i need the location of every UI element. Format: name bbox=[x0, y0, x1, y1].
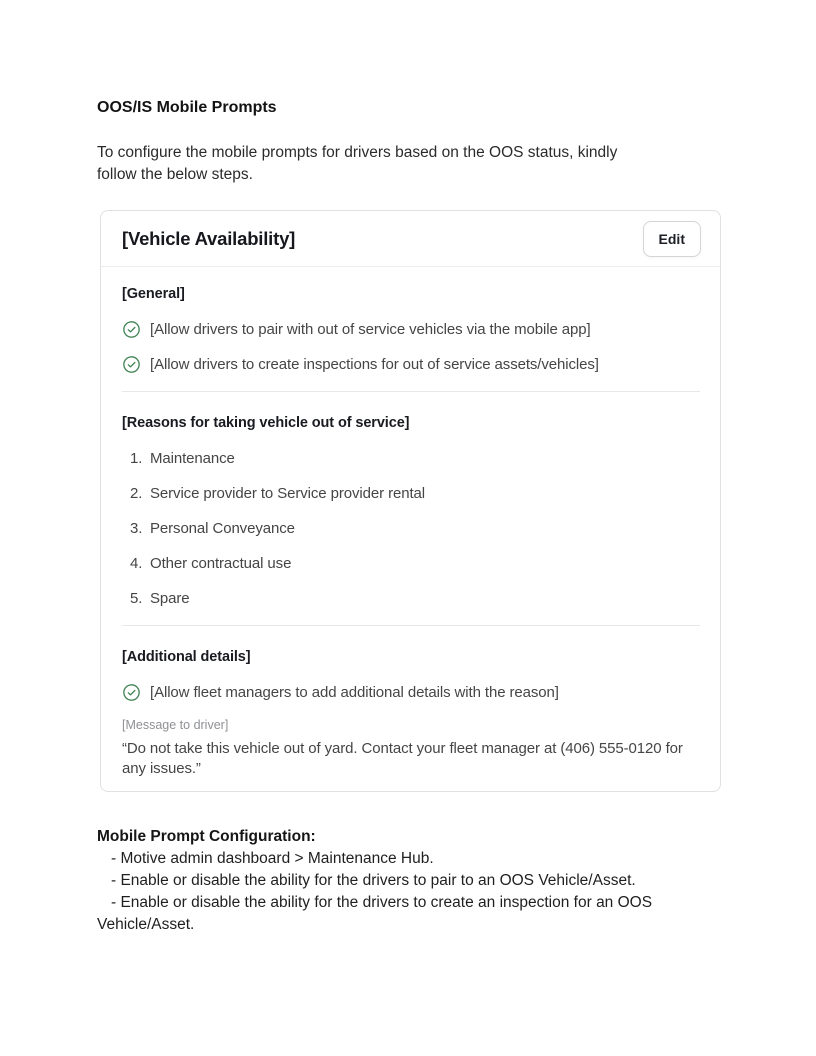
check-circle-icon bbox=[123, 321, 140, 338]
message-to-driver-label: [Message to driver] bbox=[122, 718, 229, 732]
reason-label: Service provider to Service provider rental bbox=[150, 485, 425, 502]
section-title-reasons: [Reasons for taking vehicle out of service] bbox=[122, 415, 410, 431]
config-step: - Enable or disable the ability for the drivers to pair to an OOS Vehicle/Asset. bbox=[111, 872, 636, 889]
reason-number: 5. bbox=[130, 590, 143, 607]
reason-number: 4. bbox=[130, 555, 143, 572]
bottom-section-heading: Mobile Prompt Configuration: bbox=[97, 828, 316, 845]
intro-line: To configure the mobile prompts for drivers based on the OOS status, kindly bbox=[97, 144, 618, 161]
check-item-label: [Allow fleet managers to add additional details with the reason] bbox=[150, 684, 559, 701]
edit-button[interactable]: Edit bbox=[643, 221, 701, 257]
config-step: - Motive admin dashboard > Maintenance Hub. bbox=[111, 850, 434, 867]
quote-line: “Do not take this vehicle out of yard. Contact your fleet manager at (406) 555-0120 for bbox=[122, 740, 683, 757]
card-header bbox=[101, 211, 720, 267]
vehicle-availability-card bbox=[100, 210, 721, 792]
section-divider bbox=[122, 625, 700, 626]
reason-number: 2. bbox=[130, 485, 143, 502]
reason-list-item bbox=[122, 450, 700, 467]
section-divider bbox=[122, 391, 700, 392]
reason-list-item bbox=[122, 555, 700, 572]
check-item-label: [Allow drivers to pair with out of service vehicles via the mobile app] bbox=[150, 321, 591, 338]
card-title: [Vehicle Availability] bbox=[122, 227, 296, 249]
driver-message-quote bbox=[122, 739, 700, 779]
check-item bbox=[122, 684, 700, 701]
quote-line: any issues.” bbox=[122, 760, 201, 777]
check-item bbox=[122, 356, 700, 373]
intro-line: follow the below steps. bbox=[97, 166, 253, 183]
page-title: OOS/IS Mobile Prompts bbox=[97, 99, 277, 116]
reason-list-item bbox=[122, 485, 700, 502]
check-item-label: [Allow drivers to create inspections for out of service assets/vehicles] bbox=[150, 356, 599, 373]
config-step: - Enable or disable the ability for the drivers to create an inspection for an OOS bbox=[111, 894, 653, 911]
card-body bbox=[101, 267, 720, 791]
intro-paragraph bbox=[97, 142, 721, 186]
reason-number: 1. bbox=[130, 450, 143, 467]
section-title-general: [General] bbox=[122, 286, 185, 302]
reason-number: 3. bbox=[130, 520, 143, 537]
section-title-additional-details: [Additional details] bbox=[122, 649, 251, 665]
reason-label: Maintenance bbox=[150, 450, 235, 467]
reason-label: Other contractual use bbox=[150, 555, 292, 572]
check-circle-icon bbox=[123, 356, 140, 373]
config-step-continuation: Vehicle/Asset. bbox=[97, 916, 195, 933]
check-item bbox=[122, 321, 700, 338]
reason-list-item bbox=[122, 590, 700, 607]
reason-list-item bbox=[122, 520, 700, 537]
reason-label: Personal Conveyance bbox=[150, 520, 295, 537]
mobile-prompt-configuration-section bbox=[97, 826, 721, 936]
reason-label: Spare bbox=[150, 590, 190, 607]
check-circle-icon bbox=[123, 684, 140, 701]
